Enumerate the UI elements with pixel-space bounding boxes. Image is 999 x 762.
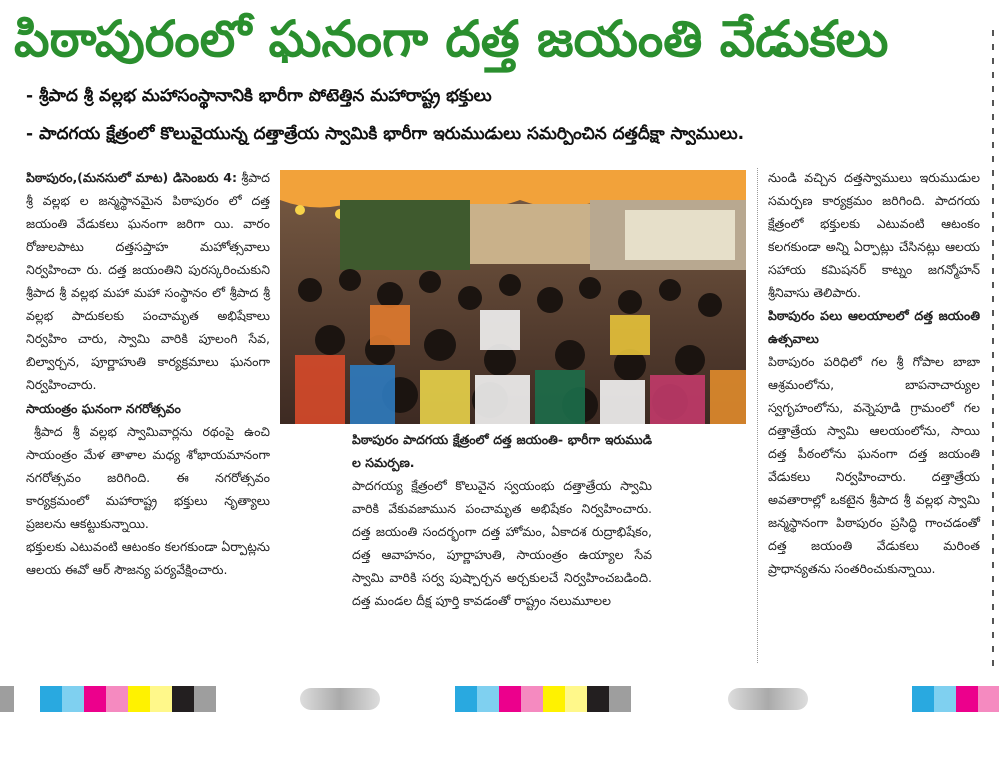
- dateline: పిఠాపురం,(మనసులో మాట) డిసెంబరు 4:: [26, 170, 237, 185]
- registration-swatch: [978, 686, 999, 712]
- registration-pill: [728, 688, 808, 710]
- column2-subhead: పిఠాపురం పాదగయ క్షేత్రంలో దత్త జయంతి- భారీగా ఇరుముడి ల సమర్పణ.: [352, 432, 652, 470]
- column1-para2: శ్రీపాద శ్రీ వల్లభ స్వామివార్లను రథంపై ఉంచి సాయంత్రం మేళ తాళాల మధ్య శోభాయమానంగా నగరోత్సవం జరిగింది. ఈ నగరోత్సవం కార్యక్రమంలో మహారాష్ట్ర భక్తులు నృత్యాలు ప్రజలను ఆకట్టుకున్నాయి.: [26, 424, 270, 531]
- registration-swatch: [912, 686, 934, 712]
- article-column-2: [352, 428, 652, 612]
- registration-swatch: [40, 686, 62, 712]
- column1-para3: భక్తులకు ఎటువంటి ఆటంకం కలగకుండా ఏర్పాట్లను ఆలయ ఈవో ఆర్ సౌజన్య పర్యవేక్షించారు.: [26, 539, 270, 577]
- article-column-1: [26, 166, 270, 581]
- column3-subhead: పిఠాపురం పలు ఆలయాలలో దత్త జయంతి ఉత్సవాలు: [768, 308, 980, 346]
- registration-swatch: [128, 686, 150, 712]
- column3-para1: నుండి వచ్చిన దత్తస్వాములు ఇరుముడుల సమర్పణ కార్యక్రమం జరిగింది. పాదగయ క్షేత్రంలో భక్తులకు ఎటువంటి ఆటంకం కలగకుండా అన్ని ఏర్పాట్లు చేసినట్లు ఆలయ సహాయ కమిషనర్ కాట్నం జగన్మోహన్ శ్రీనివాసు తెలిపారు.: [768, 170, 980, 300]
- column-divider: [757, 168, 758, 663]
- subheading-1: - శ్రీపాద శ్రీ వల్లభ మహాసంస్థానానికి భారీగా పోటెత్తిన మహారాష్ట్ర భక్తులు: [26, 86, 492, 106]
- column1-subhead: సాయంత్రం ఘనంగా నగరోత్సవం: [26, 401, 181, 416]
- column1-para1-text: శ్రీపాద శ్రీ వల్లభ ల జన్మస్థానమైన పిఠాపురం లో దత్త జయంతి వేడుకలు ఘనంగా జరిగా యి. వారం రోజులపాటు దత్తసప్తాహ మహోత్సవాలు నిర్వహించా రు. దత్త జయంతిని పురస్కరించుకుని శ్రీపాద శ్రీ వల్లభ మహా మహా సంస్థానం లో శ్రీపాద శ్రీ వల్లభ పాదుకలకు పంచామృత అభిషేకాలు నిర్వహిం చారు, స్వామి వారికి పూలంగి సేవ, బిల్వార్చన, పూర్ణాహుతి కార్యక్రమాలు ఘనంగా నిర్వహించారు.: [26, 170, 270, 392]
- registration-swatch: [587, 686, 609, 712]
- column2-para: పాదగయ్య క్షేత్రంలో కొలువైన స్వయంభు దత్తాత్రేయ స్వామి వారికి వేకువజామున పంచామృత అభిషేకం నిర్వహించారు. దత్త జయంతి సందర్భంగా దత్త హోమం, ఏకాదశ రుద్రాభిషేకం, దత్త ఆవాహనం, పూర్ణాహుతి, సాయంత్రం ఉయ్యాల సేవ స్వామి వారికి సర్వ పుష్పార్చన అర్చకులచే నిర్వహించబడింది. దత్త మండల దీక్ష పూర్తి కావడంతో రాష్ట్రం నలుమూలల: [352, 478, 652, 608]
- photo-illustration: [280, 170, 746, 424]
- registration-swatch: [150, 686, 172, 712]
- registration-swatch: [172, 686, 194, 712]
- registration-swatch: [477, 686, 499, 712]
- print-registration-bar: [0, 686, 999, 712]
- registration-swatch: [956, 686, 978, 712]
- registration-swatch: [0, 686, 14, 712]
- registration-pill: [300, 688, 380, 710]
- registration-swatch: [609, 686, 631, 712]
- registration-swatch: [194, 686, 216, 712]
- festival-crowd-photo: [280, 170, 746, 424]
- registration-swatch: [543, 686, 565, 712]
- page-edge-rule: [992, 30, 994, 670]
- registration-swatch: [565, 686, 587, 712]
- article-column-3: [768, 166, 980, 580]
- column3-para2: పిఠాపురం పరిధిలో గల శ్రీ గోపాల బాబా ఆశ్రమంలోను, బాపనాచార్యుల స్వగృహంలోను, వన్నెపూడి గ్రామంలో గల దత్తాత్రేయ స్వామి ఆలయంలోను, సాయి దత్త పీఠంలోను ఘనంగా దత్త జయంతి వేడుకలు నిర్వహించారు. దత్తాత్రేయ అవతారాల్లో ఒకటైన శ్రీపాద శ్రీ వల్లభ స్వామి జన్మస్థానంగా పిఠాపురం ప్రసిద్ధి గాంచడంతో దత్త జయంతి వేడుకలు మరింత ప్రాధాన్యతను సంతరించుకున్నాయి.: [768, 354, 980, 576]
- registration-swatch: [84, 686, 106, 712]
- registration-swatch: [499, 686, 521, 712]
- headline: పిఠాపురంలో ఘనంగా దత్త జయంతి వేడుకలు: [14, 10, 889, 68]
- registration-swatch: [106, 686, 128, 712]
- subheading-2: - పాదగయ క్షేత్రంలో కొలువైయున్న దత్తాత్రేయ స్వామికి భారీగా ఇరుముడులు సమర్పించిన దత్తదీక్షా స్వాములు.: [26, 124, 745, 144]
- column1-para1: [26, 166, 270, 396]
- registration-swatch: [521, 686, 543, 712]
- registration-swatch: [62, 686, 84, 712]
- registration-swatch: [934, 686, 956, 712]
- registration-swatch: [455, 686, 477, 712]
